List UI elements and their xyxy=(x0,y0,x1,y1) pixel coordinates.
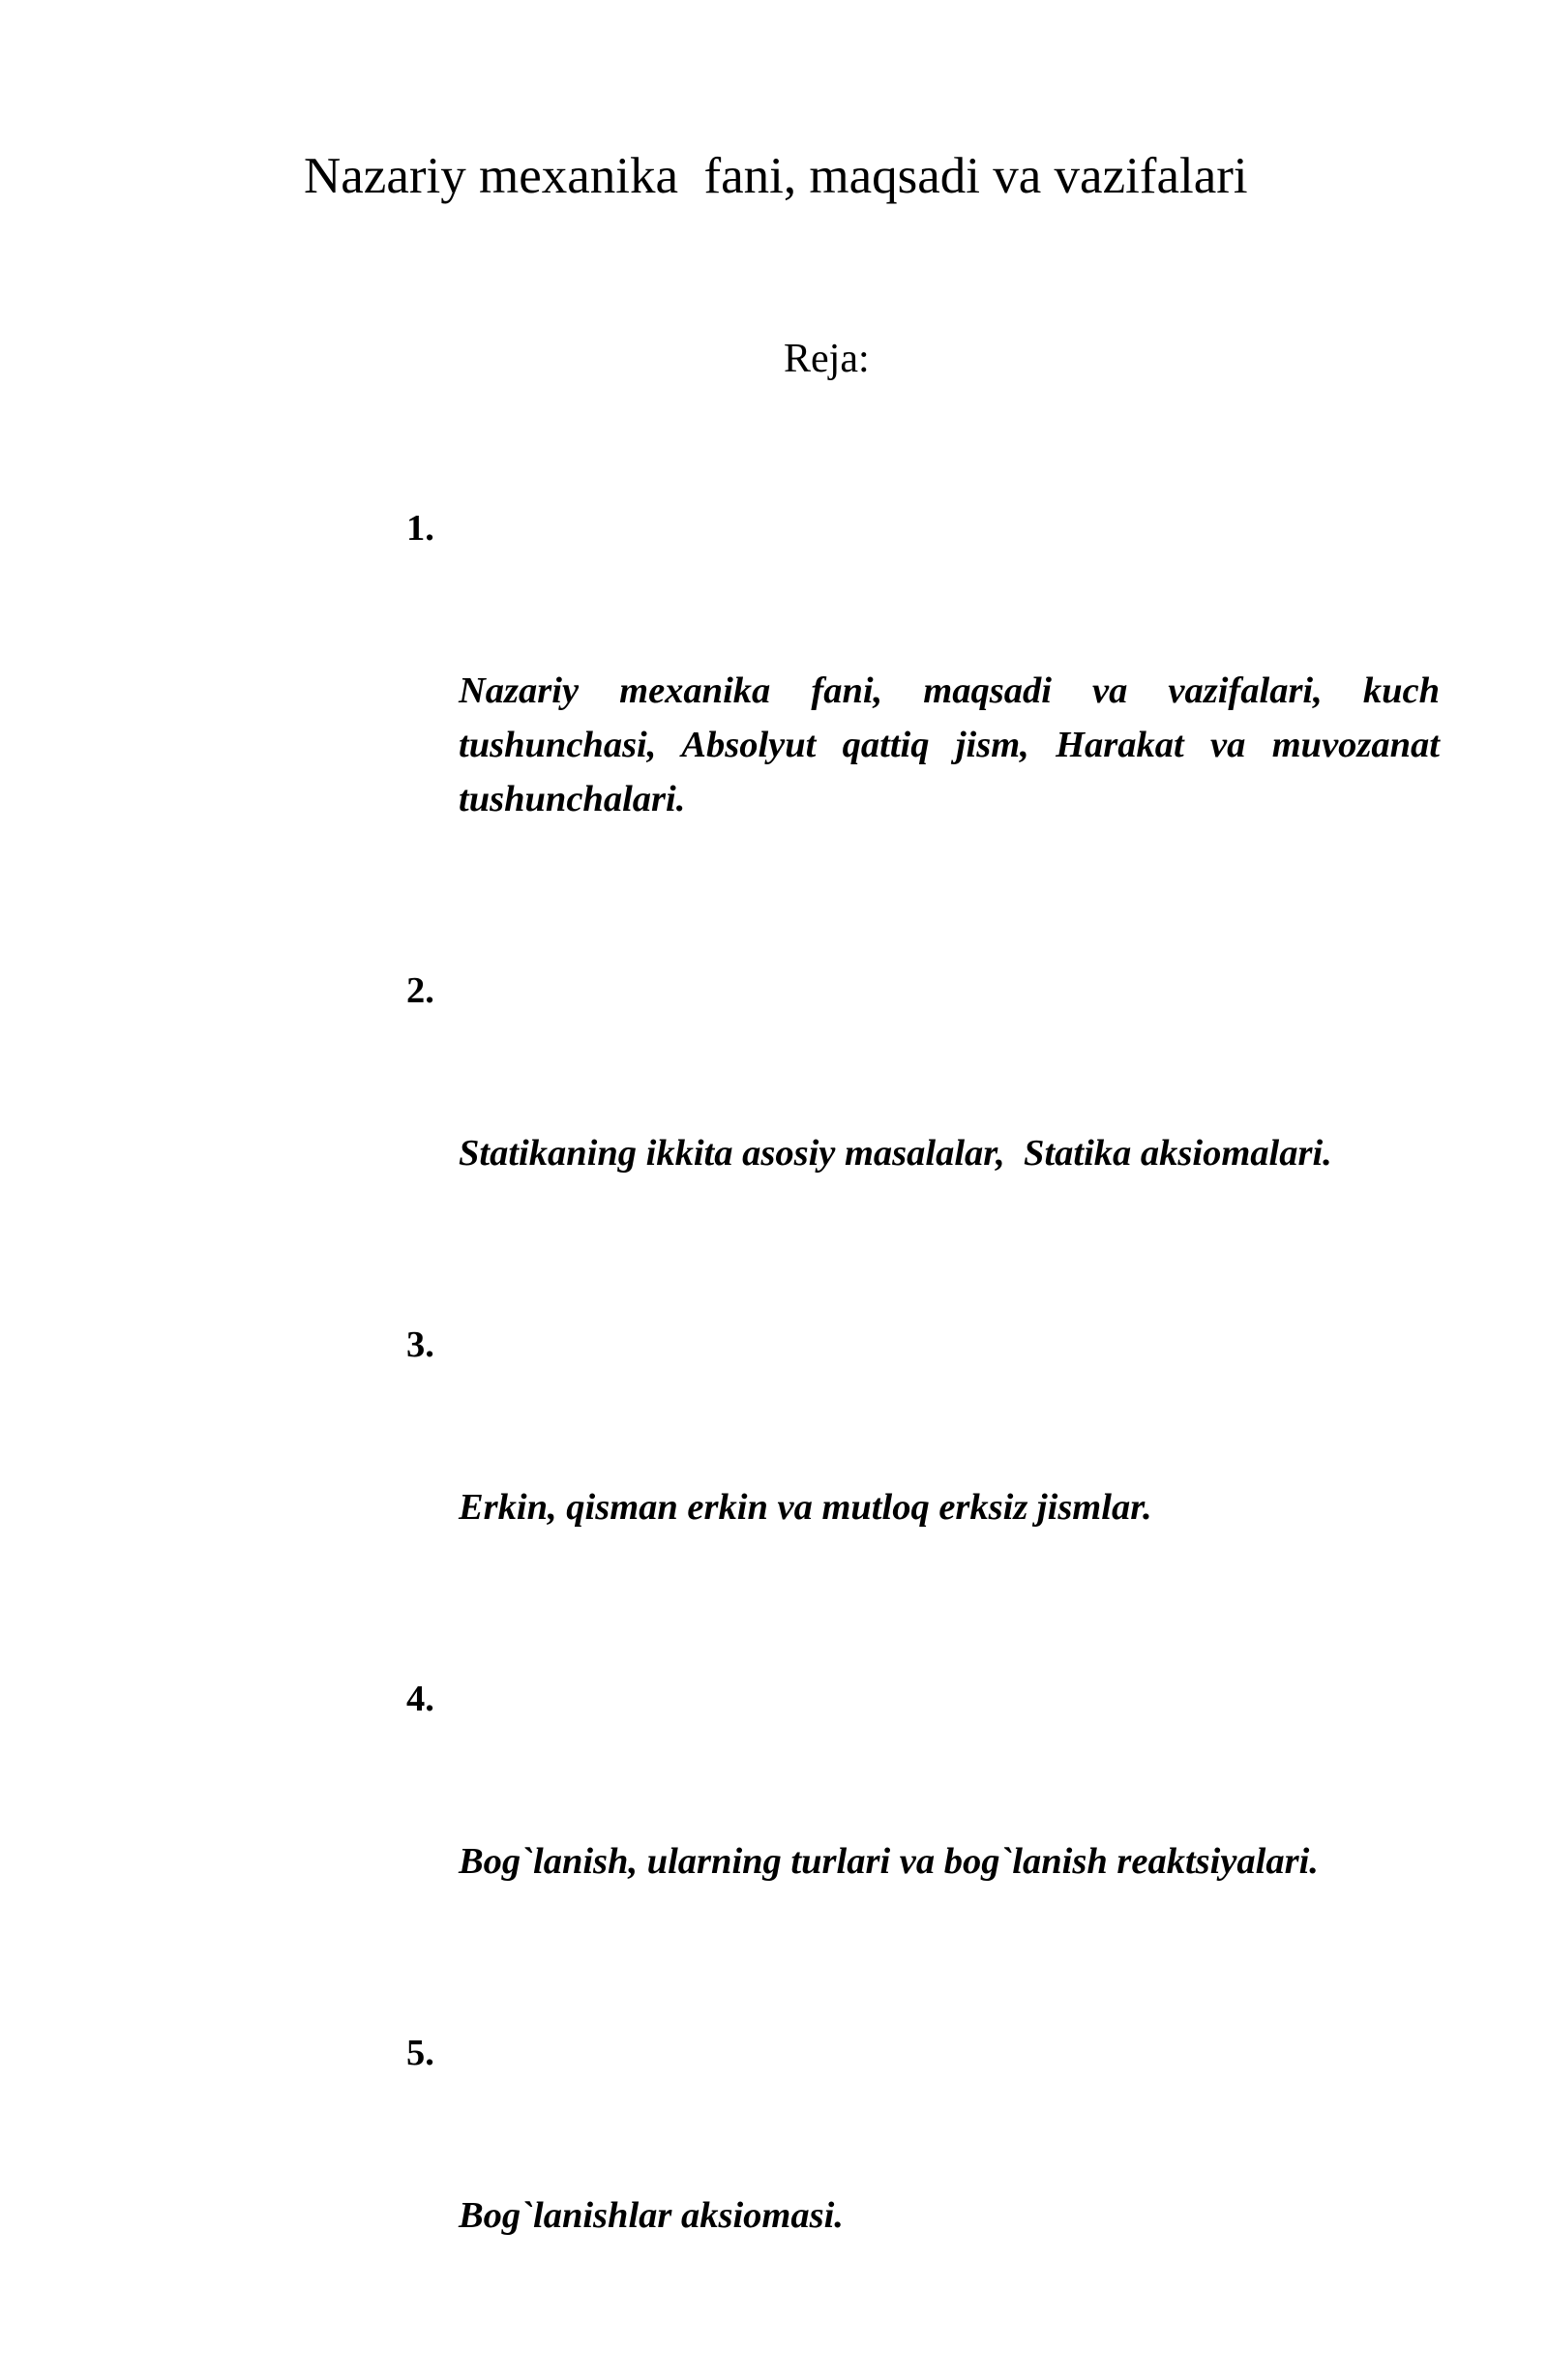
plan-list xyxy=(406,501,1449,2380)
plan-item-number: 3. xyxy=(406,1324,434,1365)
plan-item-number: 5. xyxy=(406,2033,434,2073)
document-title: Nazariy mexanika fani, maqsadi va vazifalari xyxy=(304,148,1248,204)
plan-item-text: Statikaning ikkita asosiy masalalar, Statika aksiomalari. xyxy=(459,1133,1332,1174)
plan-item xyxy=(406,964,1440,1289)
plan-item xyxy=(406,1672,1440,1997)
plan-item xyxy=(406,2026,1440,2351)
plan-item-text: Nazariy mexanika fani, maqsadi va vazifalari, kuch tushunchasi, Absolyut qattiq jism, Harakat va muvozanat tushunchalari. xyxy=(459,670,1449,819)
plan-item-text: Bog`lanish, ularning turlari va bog`lanish reaktsiyalari. xyxy=(459,1841,1319,1882)
plan-item-number: 2. xyxy=(406,970,434,1011)
plan-item-number: 4. xyxy=(406,1679,434,1719)
plan-item xyxy=(406,501,1449,935)
plan-item xyxy=(406,1318,1440,1643)
plan-item-text: Bog`lanishlar aksiomasi. xyxy=(459,2195,844,2236)
plan-item-number: 1. xyxy=(406,508,434,549)
plan-item-text: Erkin, qisman erkin va mutloq erksiz jismlar. xyxy=(459,1487,1152,1528)
plan-heading: Reja: xyxy=(784,337,870,381)
